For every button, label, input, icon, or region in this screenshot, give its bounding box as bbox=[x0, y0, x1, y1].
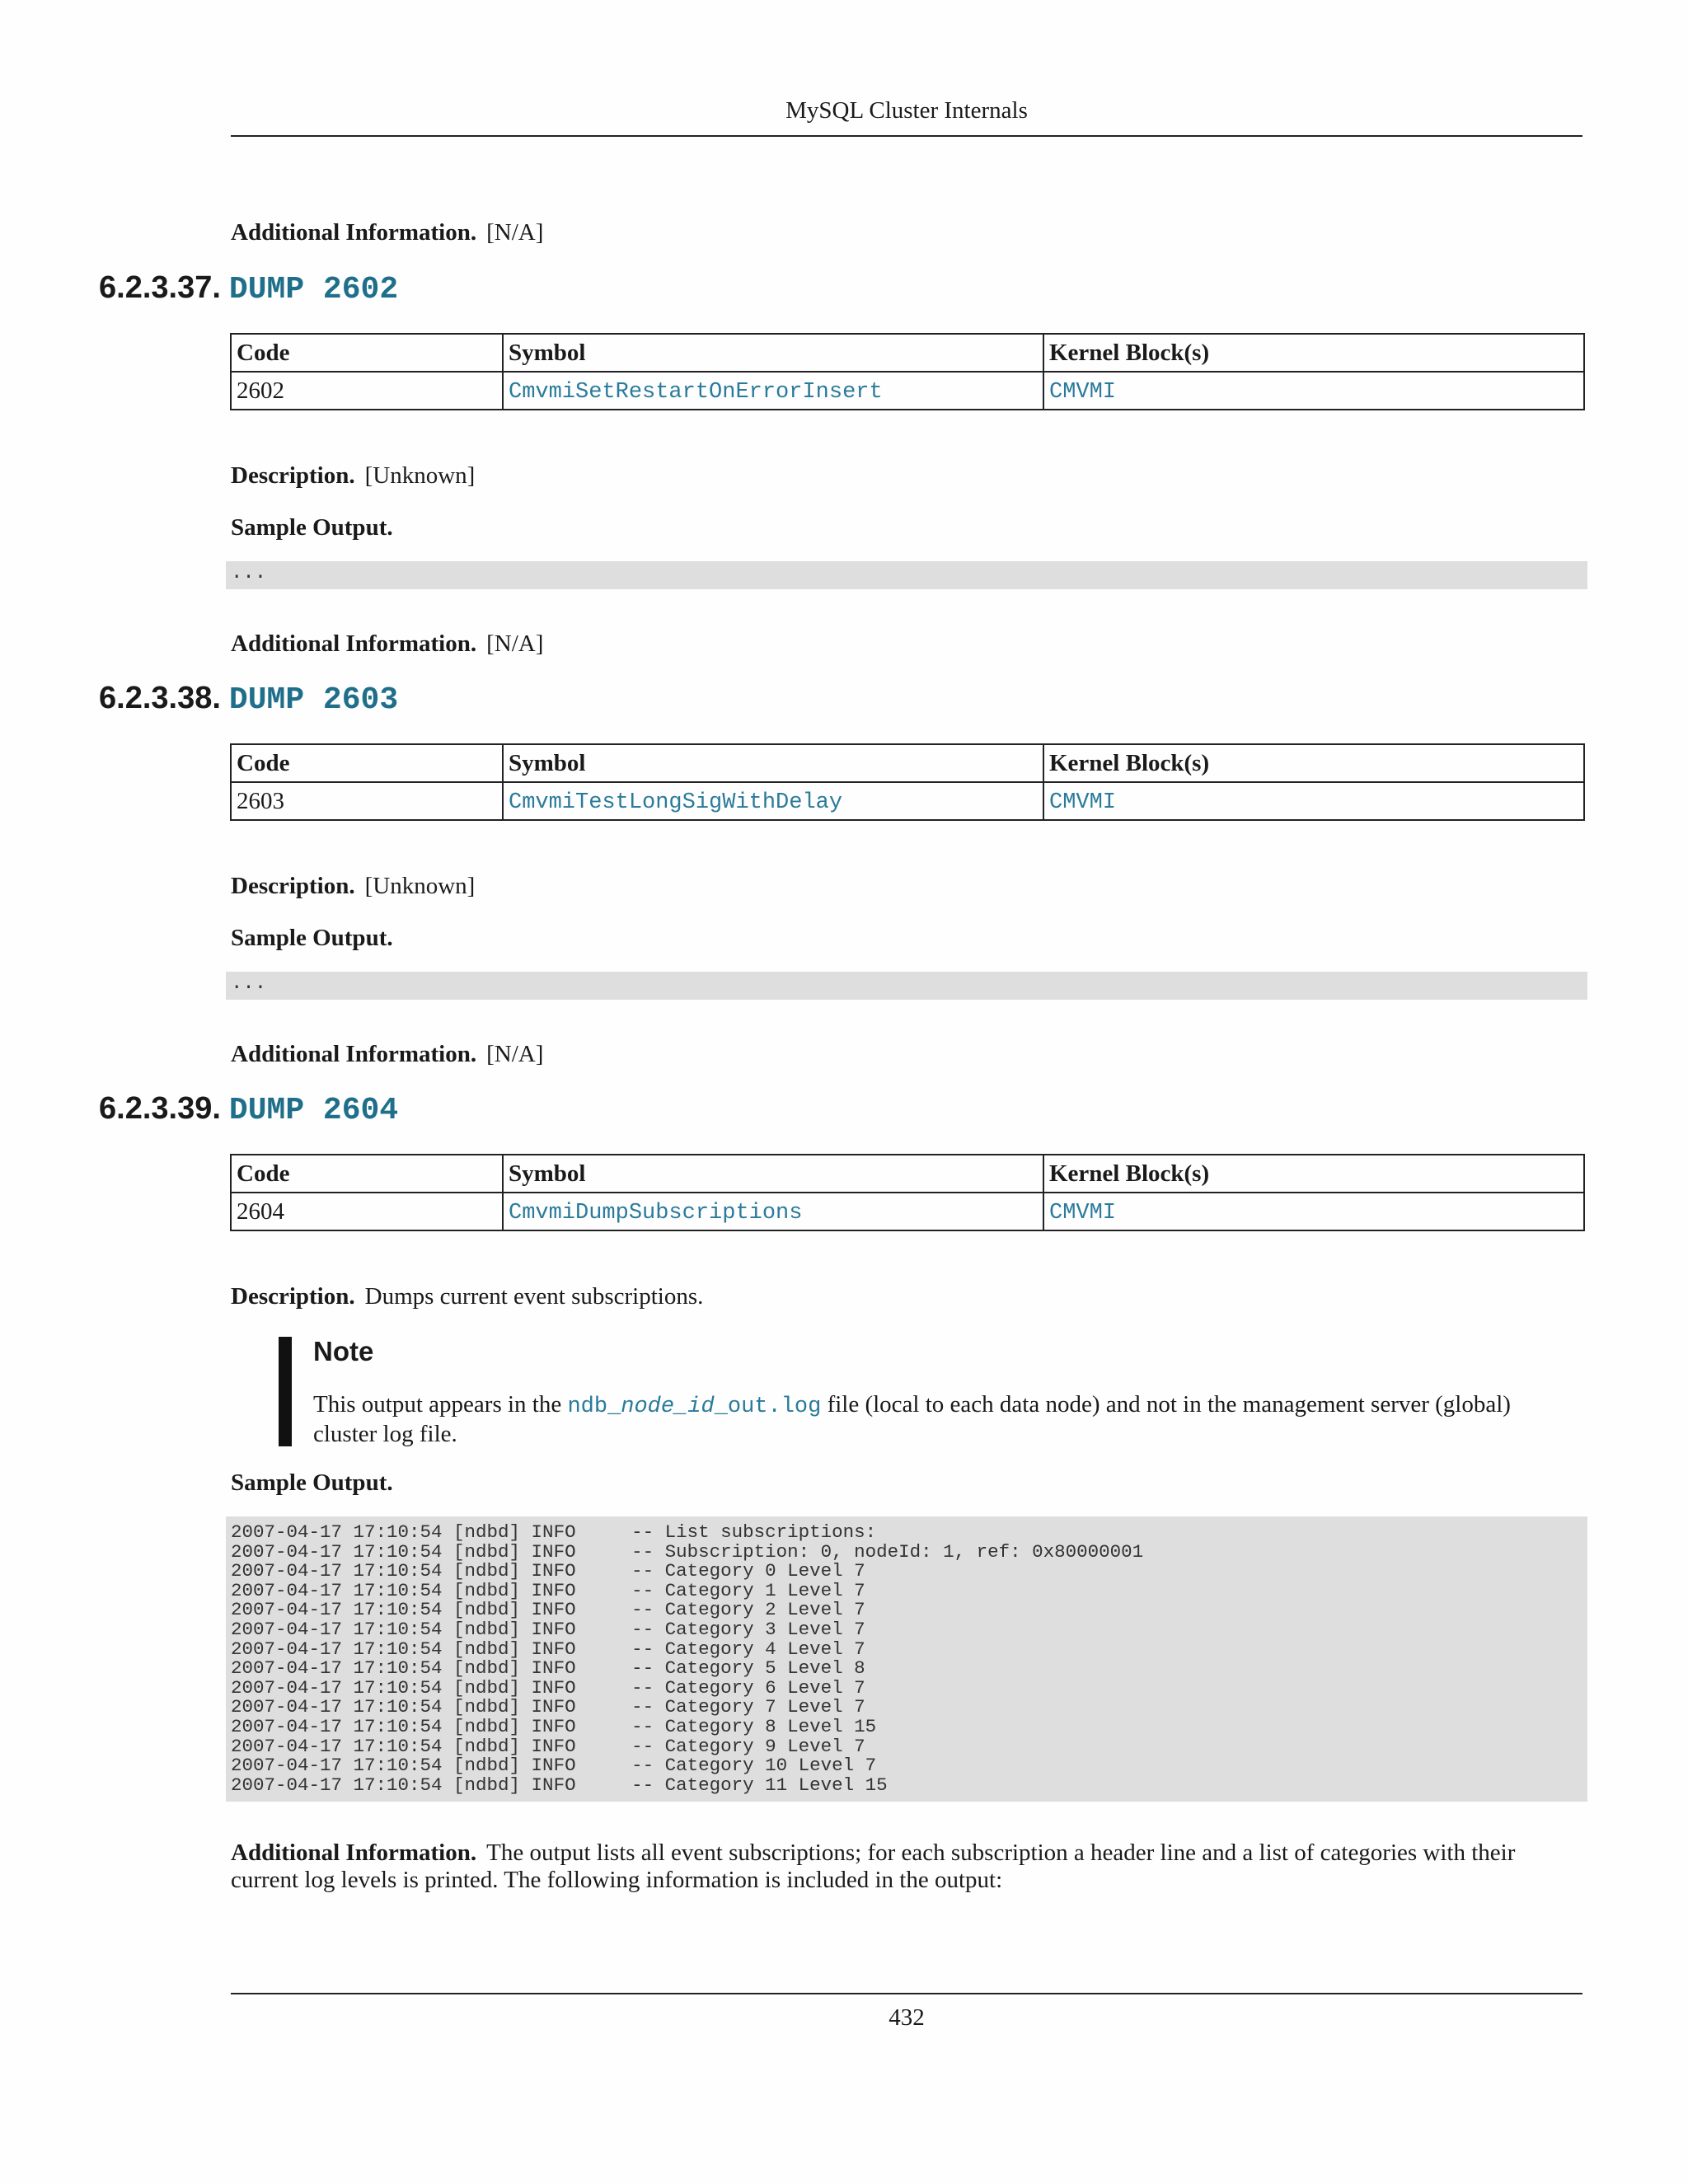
section-number: 6.2.3.39. bbox=[99, 1091, 221, 1126]
table-header-row bbox=[231, 334, 1584, 372]
log-line: 2007-04-17 17:10:54 [ndbd] INFO -- Category 4 Level 7 bbox=[231, 1638, 865, 1660]
kernel-block-link[interactable]: CMVMI bbox=[1049, 790, 1117, 815]
log-line: 2007-04-17 17:10:54 [ndbd] INFO -- Category 1 Level 7 bbox=[231, 1579, 865, 1601]
log-line: 2007-04-17 17:10:54 [ndbd] INFO -- Category 9 Level 7 bbox=[231, 1735, 865, 1757]
dump-table-2604 bbox=[230, 1154, 1585, 1231]
symbol-link[interactable]: CmvmiDumpSubscriptions bbox=[509, 1201, 803, 1226]
symbol-link[interactable]: CmvmiTestLongSigWithDelay bbox=[509, 790, 843, 815]
description-text: [Unknown] bbox=[364, 873, 476, 899]
additional-info-2602 bbox=[231, 629, 543, 658]
note-bar bbox=[279, 1337, 292, 1446]
header-rule bbox=[231, 135, 1582, 137]
description-label: Description. bbox=[231, 1283, 355, 1310]
description-text: [Unknown] bbox=[364, 462, 476, 489]
table-row bbox=[231, 372, 1584, 410]
sample-output-label-2603 bbox=[231, 923, 403, 953]
header-code: Code bbox=[231, 744, 503, 782]
sample-output-block-2604 bbox=[226, 1516, 1587, 1802]
cell-code: 2602 bbox=[231, 372, 503, 410]
table-header-row bbox=[231, 744, 1584, 782]
description-label: Description. bbox=[231, 873, 355, 899]
additional-info-text: [N/A] bbox=[486, 630, 544, 657]
table-header-row bbox=[231, 1155, 1584, 1193]
log-file-link[interactable] bbox=[567, 1394, 821, 1419]
section-heading-2602 bbox=[99, 270, 398, 312]
log-line: 2007-04-17 17:10:54 [ndbd] INFO -- Category 2 Level 7 bbox=[231, 1599, 865, 1621]
header-symbol: Symbol bbox=[503, 1155, 1043, 1193]
additional-info-2603 bbox=[231, 1039, 543, 1069]
description-2602 bbox=[231, 461, 475, 490]
section-title-link[interactable]: DUMP 2603 bbox=[228, 682, 399, 718]
header-kernel-blocks: Kernel Block(s) bbox=[1043, 334, 1584, 372]
additional-info-text: The output lists all event subscriptions; for each subscription a header line and a list of categories with their current log levels is printed. The following information is included in the output: bbox=[231, 1840, 1516, 1893]
dump-table-2603 bbox=[230, 743, 1585, 821]
log-line: 2007-04-17 17:10:54 [ndbd] INFO -- Category 7 Level 7 bbox=[231, 1696, 865, 1718]
dump-table-2602 bbox=[230, 333, 1585, 410]
symbol-link[interactable]: CmvmiSetRestartOnErrorInsert bbox=[509, 380, 883, 405]
additional-info-label: Additional Information. bbox=[231, 630, 477, 657]
note-body bbox=[313, 1391, 1574, 1448]
section-title-link[interactable]: DUMP 2604 bbox=[228, 1093, 399, 1128]
table-row bbox=[231, 1193, 1584, 1230]
additional-info-text: [N/A] bbox=[486, 1041, 544, 1067]
header-kernel-blocks: Kernel Block(s) bbox=[1043, 744, 1584, 782]
cell-code: 2604 bbox=[231, 1193, 503, 1230]
header-kernel-blocks: Kernel Block(s) bbox=[1043, 1155, 1584, 1193]
log-line: 2007-04-17 17:10:54 [ndbd] INFO -- Category 5 Level 8 bbox=[231, 1657, 865, 1680]
log-line: 2007-04-17 17:10:54 [ndbd] INFO -- Category 6 Level 7 bbox=[231, 1676, 865, 1699]
cell-code: 2603 bbox=[231, 782, 503, 820]
description-text: Dumps current event subscriptions. bbox=[364, 1283, 704, 1310]
section-heading-2604 bbox=[99, 1091, 398, 1132]
additional-info-label: Additional Information. bbox=[231, 1840, 477, 1866]
log-line: 2007-04-17 17:10:54 [ndbd] INFO -- Category 8 Level 15 bbox=[231, 1715, 877, 1737]
section-title-link[interactable]: DUMP 2602 bbox=[228, 272, 399, 307]
sample-output-label-2602 bbox=[231, 513, 403, 542]
sample-output-label: Sample Output. bbox=[231, 925, 393, 951]
description-label: Description. bbox=[231, 462, 355, 489]
header-code: Code bbox=[231, 1155, 503, 1193]
log-line: 2007-04-17 17:10:54 [ndbd] INFO -- Category 3 Level 7 bbox=[231, 1618, 865, 1640]
additional-info-text: [N/A] bbox=[486, 219, 544, 246]
header-symbol: Symbol bbox=[503, 334, 1043, 372]
section-heading-2603 bbox=[99, 681, 398, 722]
footer-rule bbox=[231, 1993, 1582, 1994]
log-line: 2007-04-17 17:10:54 [ndbd] INFO -- Category 11 Level 15 bbox=[231, 1774, 888, 1796]
note-title: Note bbox=[313, 1336, 374, 1366]
description-2604 bbox=[231, 1282, 703, 1311]
log-line: 2007-04-17 17:10:54 [ndbd] INFO -- Category 0 Level 7 bbox=[231, 1560, 865, 1582]
intro-additional-info bbox=[231, 218, 543, 247]
log-line: 2007-04-17 17:10:54 [ndbd] INFO -- Category 10 Level 7 bbox=[231, 1755, 877, 1777]
note-text-after: file (local to each data node) and not in the management server (global) cluster log file. bbox=[313, 1391, 1511, 1447]
file-suffix: _out.log bbox=[714, 1394, 822, 1419]
log-line: 2007-04-17 17:10:54 [ndbd] INFO -- Subscription: 0, nodeId: 1, ref: 0x80000001 bbox=[231, 1540, 1144, 1563]
log-line: 2007-04-17 17:10:54 [ndbd] INFO -- List subscriptions: bbox=[231, 1521, 877, 1543]
file-prefix: ndb_ bbox=[567, 1394, 621, 1419]
sample-output-label: Sample Output. bbox=[231, 514, 393, 541]
running-header: MySQL Cluster Internals bbox=[785, 97, 1028, 124]
sample-output-block-2603: ... bbox=[226, 972, 1587, 1000]
additional-info-2604 bbox=[231, 1840, 1582, 1894]
header-symbol: Symbol bbox=[503, 744, 1043, 782]
section-number: 6.2.3.37. bbox=[99, 270, 221, 305]
section-number: 6.2.3.38. bbox=[99, 681, 221, 715]
sample-output-block-2602: ... bbox=[226, 561, 1587, 589]
page-number: 432 bbox=[889, 2004, 925, 2031]
additional-info-label: Additional Information. bbox=[231, 1041, 477, 1067]
description-2603 bbox=[231, 871, 475, 901]
header-code: Code bbox=[231, 334, 503, 372]
kernel-block-link[interactable]: CMVMI bbox=[1049, 1201, 1117, 1226]
kernel-block-link[interactable]: CMVMI bbox=[1049, 380, 1117, 405]
additional-info-label: Additional Information. bbox=[231, 219, 477, 246]
table-row bbox=[231, 782, 1584, 820]
note-text-before: This output appears in the bbox=[313, 1391, 568, 1418]
file-italic: node_id bbox=[621, 1394, 715, 1419]
sample-output-label: Sample Output. bbox=[231, 1469, 393, 1496]
sample-output-label-2604 bbox=[231, 1468, 403, 1497]
